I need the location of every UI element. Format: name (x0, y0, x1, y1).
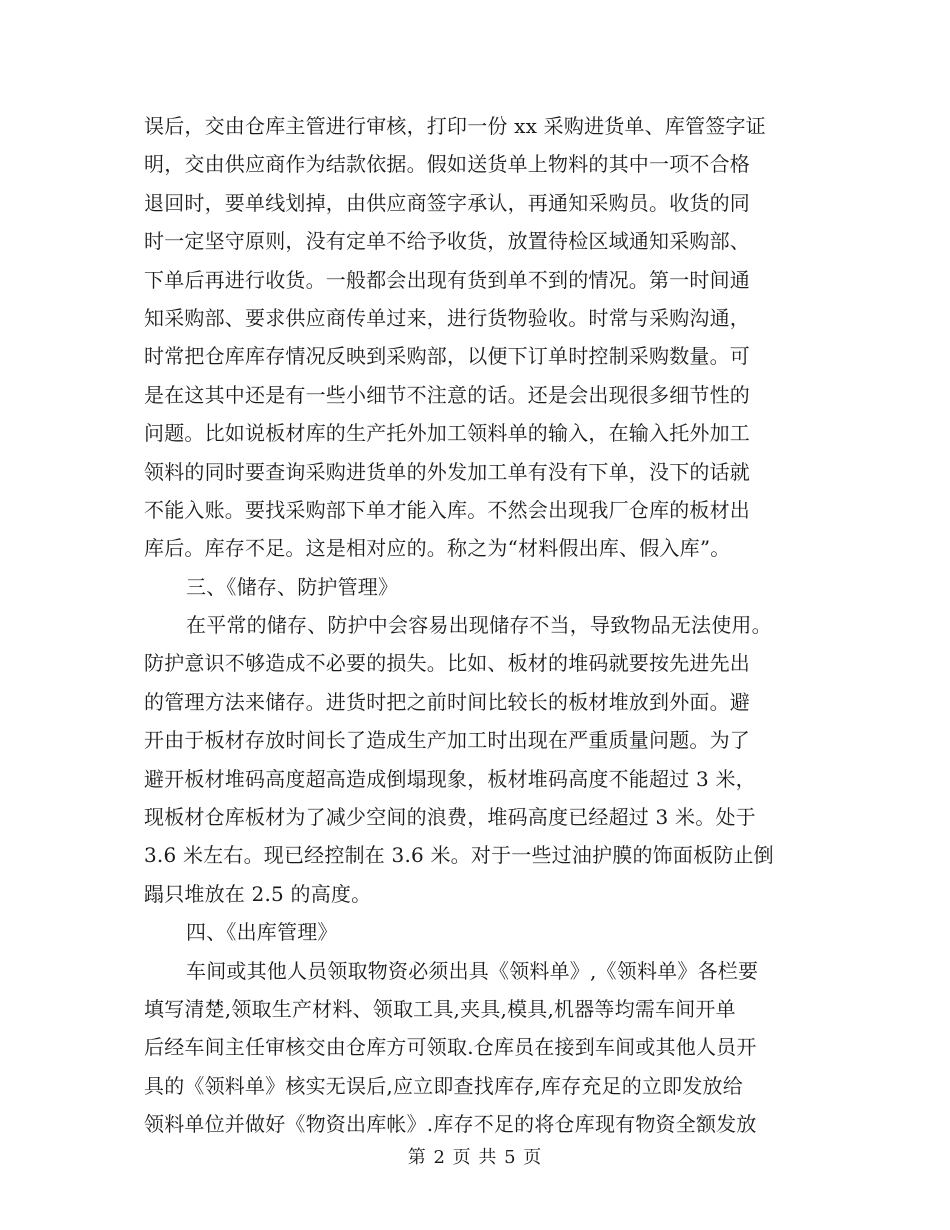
text-line: 问题。比如说板材库的生产托外加工领料单的输入，在输入托外加工 (144, 421, 750, 446)
text-line: 三、《储存、防护管理》 (186, 574, 399, 599)
text-line: 领料单位并做好《物资出库帐》.库存不足的将仓库现有物资全额发放 (144, 1112, 757, 1137)
text-line: 避开板材堆码高度超高造成倒塌现象，板材堆码高度不能超过 3 米， (144, 766, 756, 791)
text-line: 车间或其他人员领取物资必须出具《领料单》,《领料单》各栏要 (186, 958, 759, 983)
text-line: 的管理方法来储存。进货时把之前时间比较长的板材堆放到外面。避 (144, 689, 750, 714)
text-line: 填写清楚,领取生产材料、领取工具,夹具,模具,机器等均需车间开单 (144, 996, 736, 1021)
text-line: 具的《领料单》核实无误后,应立即查找库存,库存充足的立即发放给 (144, 1073, 743, 1098)
text-line: 库后。库存不足。这是相对应的。称之为“材料假出库、假入库”。 (144, 536, 731, 561)
text-line: 知采购部、要求供应商传单过来，进行货物验收。时常与采购沟通， (144, 305, 750, 330)
text-line: 领料的同时要查询采购进货单的外发加工单有没有下单，没下的话就 (144, 459, 750, 484)
text-line: 蹋只堆放在 2.5 的高度。 (144, 881, 372, 906)
text-line: 下单后再进行收货。一般都会出现有货到单不到的情况。第一时间通 (144, 267, 750, 292)
text-line: 四、《出库管理》 (186, 920, 338, 945)
text-line: 不能入账。要找采购部下单才能入库。不然会出现我厂仓库的板材出 (144, 497, 750, 522)
text-line: 防护意识不够造成不必要的损失。比如、板材的堆码就要按先进先出 (144, 651, 750, 676)
text-line: 开由于板材存放时间长了造成生产加工时出现在严重质量问题。为了 (144, 728, 750, 753)
text-line: 3.6 米左右。现已经控制在 3.6 米。对于一些过油护膜的饰面板防止倒 (144, 843, 774, 868)
text-line: 时一定坚守原则，没有定单不给予收货，放置待检区域通知采购部、 (144, 229, 750, 254)
text-line: 是在这其中还是有一些小细节不注意的话。还是会出现很多细节性的 (144, 382, 750, 407)
text-line: 误后，交由仓库主管进行审核，打印一份 xx 采购进货单、库管签字证 (144, 114, 766, 138)
text-line: 现板材仓库板材为了减少空间的浪费，堆码高度已经超过 3 米。处于 (144, 805, 756, 830)
text-line: 退回时，要单线划掉，由供应商签字承认，再通知采购员。收货的同 (144, 190, 750, 215)
document-body (144, 107, 814, 1144)
page-footer: 第 2 页 共 5 页 (407, 1147, 543, 1168)
text-line: 在平常的储存、防护中会容易出现储存不当，导致物品无法使用。 (186, 613, 772, 638)
text-line: 时常把仓库库存情况反映到采购部，以便下订单时控制采购数量。可 (144, 344, 750, 369)
text-line: 明，交由供应商作为结款依据。假如送货单上物料的其中一项不合格 (144, 152, 750, 177)
text-line: 后经车间主任审核交由仓库方可领取.仓库员在接到车间或其他人员开 (144, 1035, 757, 1060)
